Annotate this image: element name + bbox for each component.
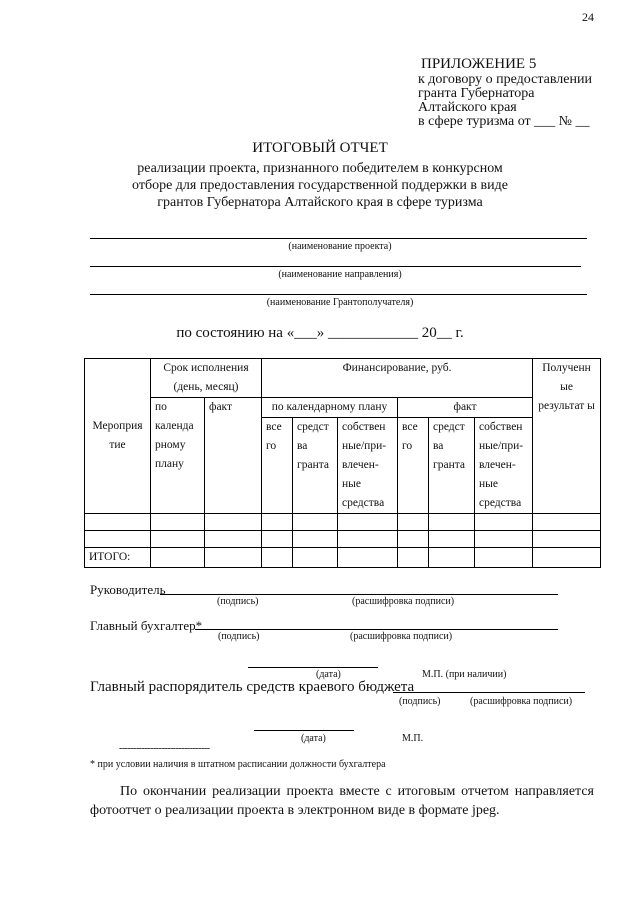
footnote-rule: -------------------------------- — [119, 743, 210, 754]
head-label: Руководитель — [90, 582, 166, 597]
header-plan-total: все го — [262, 418, 293, 514]
head-decode-caption: (расшифровка подписи) — [352, 596, 455, 607]
project-name-line[interactable] — [90, 238, 587, 239]
stamp-caption: М.П. (при наличии) — [422, 669, 507, 680]
header-fin-fact: факт — [398, 398, 533, 418]
accountant-sign-caption: (подпись) — [218, 631, 260, 642]
appendix-block — [418, 57, 592, 129]
direction-name-caption: (наименование направления) — [278, 269, 402, 280]
date-caption: (дата) — [316, 669, 341, 680]
header-plan-grant: средст ва гранта — [293, 418, 338, 514]
recipient-name-line[interactable] — [90, 294, 587, 295]
manager-date-caption: (дата) — [301, 733, 326, 744]
header-fact-grant: средст ва гранта — [429, 418, 475, 514]
header-finance: Финансирование, руб. — [262, 359, 533, 398]
report-subtitle — [0, 160, 640, 211]
main-manager-label: Главный распорядитель средств краевого бюджета — [90, 679, 415, 695]
accountant-signature-line[interactable] — [195, 629, 558, 630]
subtitle-line: отборе для предоставления государственной поддержки в виде — [132, 178, 508, 193]
date-line[interactable] — [248, 667, 378, 668]
report-title: ИТОГОВЫЙ ОТЧЕТ — [252, 140, 388, 156]
header-fin-plan: по календарному плану — [262, 398, 398, 418]
manager-decode-caption: (расшифровка подписи) — [470, 696, 573, 707]
as-of-date: по состоянию на «___» ____________ 20__ г. — [176, 325, 464, 341]
table-row — [85, 531, 601, 548]
header-plan-own: собствен ные/при-влечен-ные средства — [338, 418, 398, 514]
manager-sign-caption: (подпись) — [399, 696, 441, 707]
head-signature-line[interactable] — [160, 594, 558, 595]
appendix-line: к договору о предоставлении — [418, 72, 592, 87]
header-event: Мероприя тие — [85, 359, 151, 514]
appendix-line: в сфере туризма от ___ № __ — [418, 114, 590, 129]
appendix-line: Алтайского края — [418, 100, 517, 115]
total-row — [85, 548, 601, 568]
footnote: * при условии наличия в штатном расписании должности бухгалтера — [90, 759, 386, 770]
page-number: 24 — [582, 10, 594, 24]
closing-paragraph: По окончании реализации проекта вместе с итоговым отчетом направляется фотоотчет о реализации проекта в электронном виде в формате jpeg. — [90, 784, 594, 818]
project-name-caption: (наименование проекта) — [288, 241, 392, 252]
header-term: Срок исполнения (день, месяц) — [151, 359, 262, 398]
head-sign-caption: (подпись) — [217, 596, 259, 607]
accountant-decode-caption: (расшифровка подписи) — [350, 631, 453, 642]
report-table — [84, 358, 601, 568]
subtitle-line: реализации проекта, признанного победителем в конкурсном — [137, 161, 503, 176]
appendix-line: гранта Губернатора — [418, 86, 535, 101]
manager-date-line[interactable] — [254, 730, 354, 731]
header-term-fact: факт — [205, 398, 262, 514]
main-manager-signature-line[interactable] — [393, 692, 585, 693]
recipient-name-caption: (наименование Грантополучателя) — [266, 297, 414, 308]
manager-stamp-caption: М.П. — [402, 733, 424, 744]
subtitle-line: грантов Губернатора Алтайского края в сфере туризма — [157, 195, 483, 210]
direction-name-line[interactable] — [90, 266, 581, 267]
header-results: Полученн ые результат ы — [533, 359, 601, 514]
accountant-label: Главный бухгалтер* — [90, 618, 203, 633]
header-fact-total: все го — [398, 418, 429, 514]
table-row — [85, 514, 601, 531]
total-label: ИТОГО: — [85, 548, 151, 568]
header-fact-own: собствен ные/при-влечен-ные средства — [475, 418, 533, 514]
header-term-plan: по календа рному плану — [151, 398, 205, 514]
appendix-heading: ПРИЛОЖЕНИЕ 5 — [421, 56, 537, 72]
